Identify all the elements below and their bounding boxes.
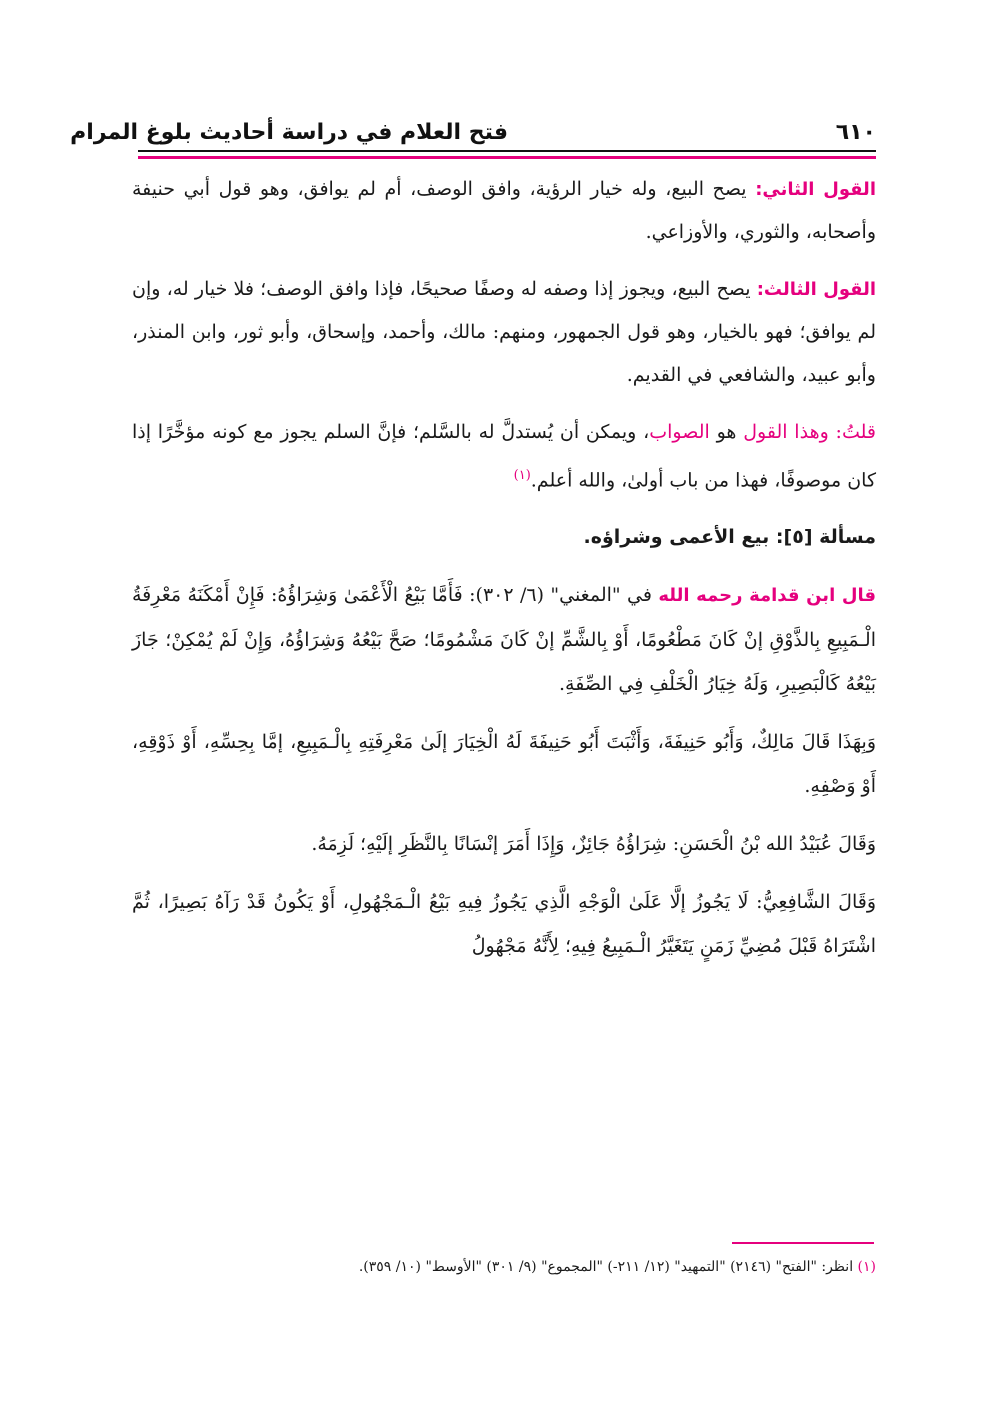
second-opinion-text: يصح البيع، وله خيار الرؤية، وافق الوصف، أم لم يوافق، وهو قول أبي حنيفة وأصحابه، والثوري، والأوزاعي. — [132, 178, 876, 243]
page-number: ٦١٠ — [835, 120, 876, 145]
ubaydullah-text: وَقَالَ عُبَيْدُ الله بْنُ الْحَسَنِ: شِرَاؤُهُ جَائِزٌ، وَإِذَا أَمَرَ إنْسَانًا بِالنَّظَرِ إلَيْهِ؛ لَزِمَهُ. — [311, 833, 876, 856]
paragraph-malik — [132, 720, 876, 808]
author-text-1: هو — [709, 421, 744, 443]
paragraph-author-opinion — [132, 411, 876, 502]
paragraph-third-opinion — [132, 268, 876, 397]
author-text-2: ، ويمكن أن يُستدلَّ له بالسَّلم؛ فإنَّ السلم يجوز مع كونه مؤخَّرًا إذا كان موصوفًا، فهذا من باب أولىٰ، والله أعلم. — [132, 421, 876, 492]
ibn-qudama-label: قال ابن قدامة رحمه الله — [658, 585, 877, 607]
footnote — [130, 1254, 876, 1280]
main-text — [132, 168, 876, 982]
header-rule-black — [138, 150, 876, 152]
footnote-rule — [732, 1242, 874, 1244]
third-opinion-text: يصح البيع، ويجوز إذا وصفه له وصفًا صحيحًا، فإذا وافق الوصف؛ فلا خيار له، وإن لم يوافق؛ فهو بالخيار، وهو قول الجمهور، ومنهم: مالك، وأحمد، وإسحاق، وأبو ثور، وابن المنذر، وأبو عبيد، والشافعي في القديم. — [132, 278, 876, 386]
header-rule-pink — [138, 156, 876, 159]
footnote-reference[interactable]: (١) — [513, 468, 531, 483]
paragraph-second-opinion — [132, 168, 876, 254]
issue-title: بيع الأعمى وشراؤه. — [583, 526, 776, 549]
paragraph-ubaydullah — [132, 822, 876, 866]
malik-text: وَبِهَذَا قَالَ مَالِكٌ، وَأَبُو حَنِيفَةَ، وَأَثْبَتَ أَبُو حَنِيفَةَ لَهُ الْخِيَارَ إلَىٰ مَعْرِفَتِهِ بِالْـمَبِيعِ، إمَّا بِحِسِّهِ، أَوْ ذَوْقِهِ، أَوْ وَصْفِهِ. — [132, 731, 876, 798]
paragraph-ibn-qudama — [132, 573, 876, 706]
book-title: فتح العلام في دراسة أحاديث بلوغ المرام — [70, 120, 508, 145]
footnote-number: (١) — [857, 1259, 876, 1275]
ibn-qudama-text: في "المغني" (٦/ ٣٠٢): فَأَمَّا بَيْعُ الْأَعْمَىٰ وَشِرَاؤُهُ: فَإِنْ أَمْكَنَهُ مَعْرِفَةُ الْـمَبِيعِ بِالذَّوْقِ إنْ كَانَ مَطْعُومًا، أَوْ بِالشَّمِّ إنْ كَانَ مَشْمُومًا؛ صَحَّ بَيْعُهُ وَشِرَاؤُهُ، وَإِنْ لَمْ يُمْكِنْ؛ جَازَ بَيْعُهُ كَالْبَصِيرِ، وَلَهُ خِيَارُ الْخَلْفِ فِي الصِّفَةِ. — [132, 584, 876, 696]
page-header — [70, 108, 876, 148]
qultu-label: قلتُ: وهذا القول — [743, 421, 876, 443]
paragraph-shafii — [132, 880, 876, 968]
footnote-text: انظر: "الفتح" (٢١٤٦) "التمهيد" (١٢/ ٢١١-) "المجموع" (٩/ ٣٠١) "الأوسط" (١٠/ ٣٥٩). — [358, 1259, 858, 1275]
issue-heading — [132, 516, 876, 559]
sawab-word: الصواب — [649, 421, 710, 443]
third-opinion-label: القول الثالث: — [756, 279, 876, 300]
issue-number: مسألة [٥]: — [775, 526, 876, 549]
second-opinion-label: القول الثاني: — [755, 179, 876, 200]
shafii-text: وَقَالَ الشَّافِعِيُّ: لَا يَجُوزُ إلَّا عَلَىٰ الْوَجْهِ الَّذِي يَجُوزُ فِيهِ بَيْعُ الْـمَجْهُولِ، أَوْ يَكُونُ قَدْ رَآهُ بَصِيرًا، ثُمَّ اشْتَرَاهُ قَبْلَ مُضِيِّ زَمَنٍ يَتَغَيَّرُ الْـمَبِيعُ فِيهِ؛ لِأَنَّهُ مَجْهُولُ — [132, 891, 876, 958]
